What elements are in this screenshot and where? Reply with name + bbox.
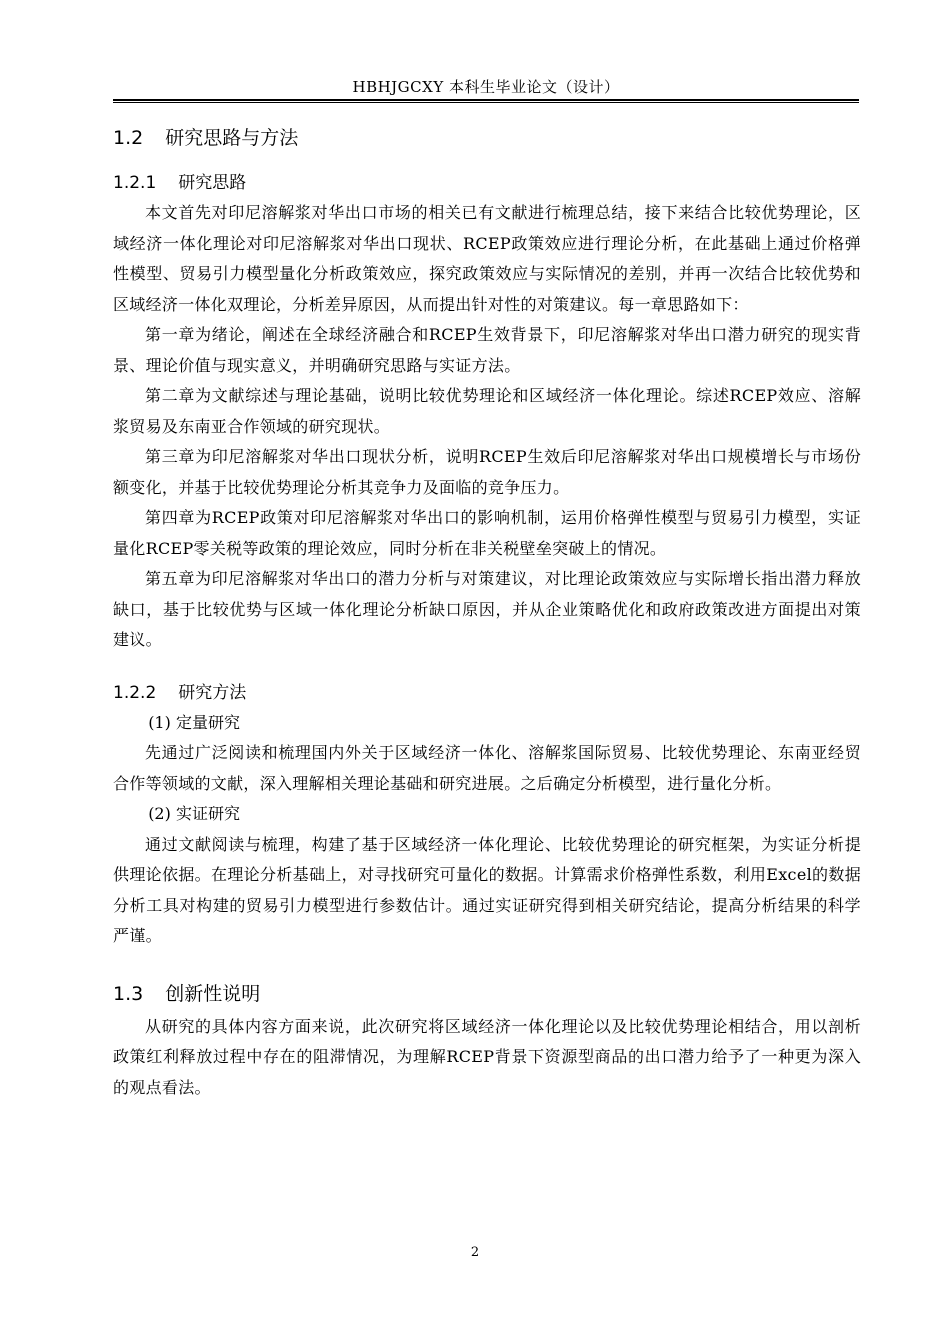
list-item-empirical: (2) 实证研究 xyxy=(148,804,240,823)
section-number: 1.3 xyxy=(113,982,144,1005)
page-content xyxy=(113,110,861,1103)
section-heading-1-3 xyxy=(113,976,861,1012)
paragraph: 先通过广泛阅读和梳理国内外关于区域经济一体化、溶解浆国际贸易、比较优势理论、东南亚经贸合作等领域的文献，深入理解相关理论基础和研究进展。之后确定分析模型，进行量化分析。 xyxy=(113,743,861,793)
list-item-quantitative: (1) 定量研究 xyxy=(148,712,240,732)
paragraph: 第五章为印尼溶解浆对华出口的潜力分析与对策建议，对比理论政策效应与实际增长指出潜力释放缺口，基于比较优势与区域一体化理论分析缺口原因，并从企业策略优化和政府政策改进方面提出对策建议。 xyxy=(113,569,861,649)
subsection-number: 1.2.2 xyxy=(113,682,157,703)
page-number: 2 xyxy=(470,1245,480,1260)
subsection-heading-1-2-2 xyxy=(113,678,861,708)
paragraph: 第四章为RCEP政策对印尼溶解浆对华出口的影响机制，运用价格弹性模型与贸易引力模型，实证量化RCEP零关税等政策的理论效应，同时分析在非关税壁垒突破上的情况。 xyxy=(113,508,861,558)
paragraph: 第三章为印尼溶解浆对华出口现状分析，说明RCEP生效后印尼溶解浆对华出口规模增长与市场份额变化，并基于比较优势理论分析其竞争力及面临的竞争压力。 xyxy=(113,447,861,497)
subsection-title: 研究思路 xyxy=(178,173,247,193)
paragraph: 本文首先对印尼溶解浆对华出口市场的相关已有文献进行梳理总结，接下来结合比较优势理论，区域经济一体化理论对印尼溶解浆对华出口现状、RCEP政策效应进行理论分析，在此基础上通过价格弹性模型、贸易引力模型量化分析政策效应，探究政策效应与实际情况的差别，并再一次结合比较优势和区域经济一体化双理论，分析差异原因，从而提出针对性的对策建议。每一章思路如下： xyxy=(113,203,861,314)
header-rule xyxy=(113,99,859,101)
header-rule-thin xyxy=(113,102,859,103)
subsection-title: 研究方法 xyxy=(178,682,247,703)
section-title: 研究思路与方法 xyxy=(165,127,299,149)
paragraph: 从研究的具体内容方面来说，此次研究将区域经济一体化理论以及比较优势理论相结合，用以剖析政策红利释放过程中存在的阻滞情况，为理解RCEP背景下资源型商品的出口潜力给予了一种更为深入的观点看法。 xyxy=(113,1016,861,1097)
section-heading-1-2 xyxy=(113,120,861,156)
subsection-number: 1.2.1 xyxy=(113,173,157,193)
running-header: HBHJGCXY 本科生毕业论文（设计） xyxy=(352,78,620,96)
paragraph: 第二章为文献综述与理论基础，说明比较优势理论和区域经济一体化理论。综述RCEP效应、溶解浆贸易及东南亚合作领域的研究现状。 xyxy=(113,386,861,436)
subsection-heading-1-2-1 xyxy=(113,168,861,198)
paragraph: 第一章为绪论，阐述在全球经济融合和RCEP生效背景下，印尼溶解浆对华出口潜力研究的现实背景、理论价值与现实意义，并明确研究思路与实证方法。 xyxy=(113,325,861,375)
section-number: 1.2 xyxy=(113,127,144,149)
section-title: 创新性说明 xyxy=(165,982,261,1005)
paragraph: 通过文献阅读与梳理，构建了基于区域经济一体化理论、比较优势理论的研究框架，为实证分析提供理论依据。在理论分析基础上，对寻找研究可量化的数据。计算需求价格弹性系数，利用Excel的数据分析工具对构建的贸易引力模型进行参数估计。通过实证研究得到相关研究结论，提高分析结果的科学严谨。 xyxy=(113,834,861,945)
